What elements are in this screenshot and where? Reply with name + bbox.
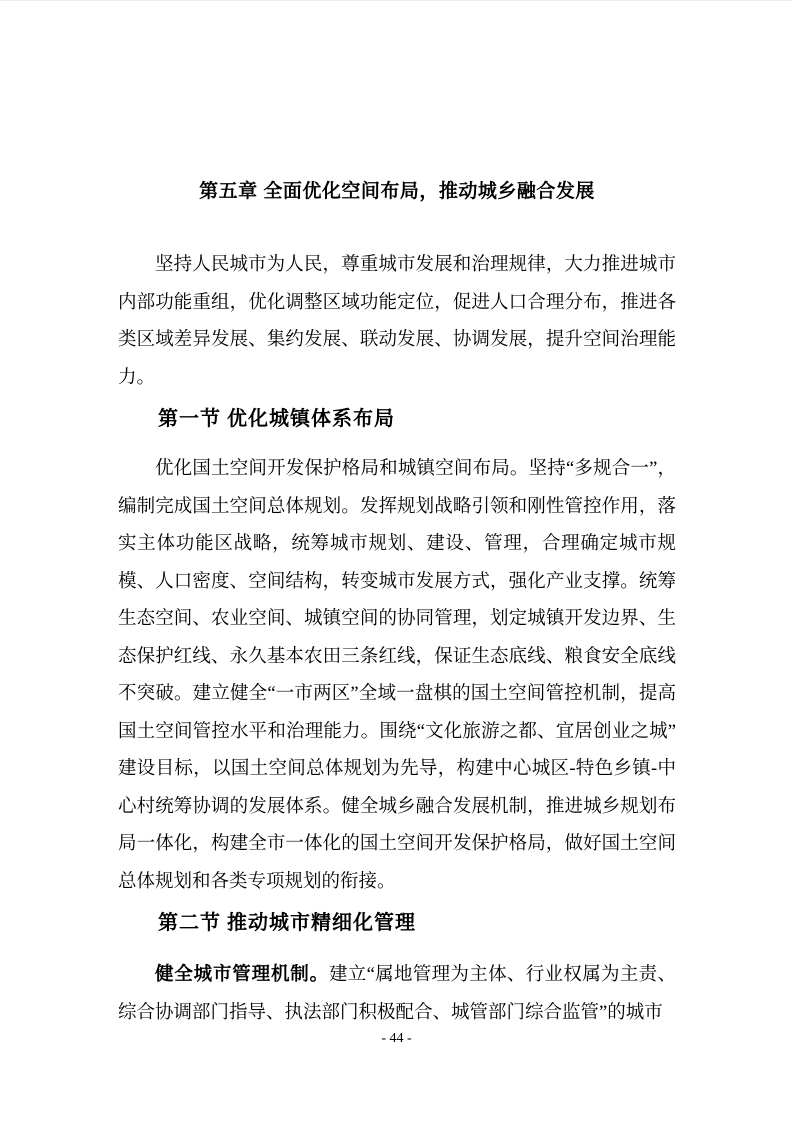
section-1-paragraph: 优化国土空间开发保护格局和城镇空间布局。坚持“多规合一”，编制完成国土空间总体规划。发挥规划战略引领和刚性管控作用，落实主体功能区战略，统筹城市规划、建设、管理，合理确定城市规模、人口密度、空间结构，转变城市发展方式，强化产业支撑。统筹生态空间、农业空间、城镇空间的协同管理，划定城镇开发边界、生态保护红线、永久基本农田三条红线，保证生态底线、粮食安全底线不突破。建立健全“一市两区”全域一盘棋的国土空间管控机制，提高国土空间管控水平和治理能力。围绕“文化旅游之都、宜居创业之城”建设目标，以国土空间总体规划为先导，构建中心城区-特色乡镇-中心村统筹协调的发展体系。健全城乡融合发展机制，推进城乡规划布局一体化，构建全市一体化的国土空间开发保护格局，做好国土空间总体规划和各类专项规划的衔接。 xyxy=(118,459,676,892)
section-2-paragraph xyxy=(118,955,676,1032)
chapter-title: 第五章 全面优化空间布局，推动城乡融合发展 xyxy=(199,181,595,202)
section-2-lead-bold: 健全城市管理机制。 xyxy=(155,963,329,984)
document-content xyxy=(118,1,676,1032)
section-2-heading: 第二节 推动城市精细化管理 xyxy=(158,912,416,934)
section-2-body-text: 建立“属地管理为主体、行业权属为主责、综合协调部门指导、执法部门积极配合、城管部门综合监管”的城市 xyxy=(118,965,676,1023)
page-number: - 44 - xyxy=(381,1031,412,1046)
section-1-heading: 第一节 优化城镇体系布局 xyxy=(158,408,395,430)
intro-paragraph: 坚持人民城市为人民，尊重城市发展和治理规律，大力推进城市内部功能重组，优化调整区域功能定位，促进人口合理分布，推进各类区域差异发展、集约发展、联动发展、协调发展，提升空间治理能力。 xyxy=(118,255,676,388)
